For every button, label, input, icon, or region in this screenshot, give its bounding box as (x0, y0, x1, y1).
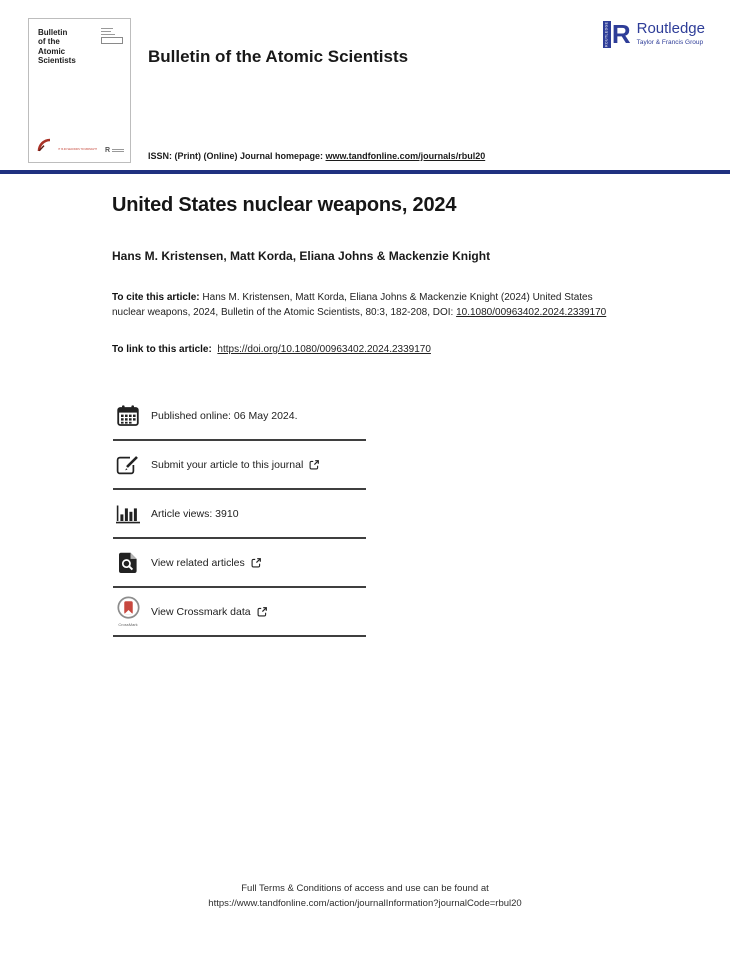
cite-body: Hans M. Kristensen, Matt Korda, Eliana Johns & Mackenzie Knight (2024) United States nuclear weapons, 2024, Bulletin of the Atomic Scientists, 80:3, 182-208, DOI: (112, 292, 593, 318)
cite-paragraph (112, 290, 617, 320)
link-paragraph (112, 344, 431, 355)
related-articles-icon (113, 552, 143, 574)
terms-line: Full Terms & Conditions of access and use can be found at (241, 883, 489, 894)
submit-article-link[interactable]: Submit your article to this journal (151, 459, 319, 471)
published-online-label: Published online: 06 May 2024. (151, 409, 298, 422)
doomsday-clock-icon (36, 137, 56, 153)
crossmark-row (113, 588, 366, 637)
terms-url[interactable]: https://www.tandfonline.com/action/journalInformation?journalCode=rbul20 (208, 897, 522, 909)
calendar-icon (113, 405, 143, 426)
header-divider-rule (0, 170, 730, 174)
article-views-label: Article views: 3910 (151, 507, 239, 520)
issn-homepage-line: ISSN: (Print) (Online) Journal homepage: www.tandfonline.com/journals/rbul20 (148, 151, 486, 161)
routledge-vertical-text: ROUTLEDGE (603, 21, 611, 48)
published-online-row (113, 392, 366, 441)
external-link-icon[interactable] (257, 607, 267, 617)
journal-title: Bulletin of the Atomic Scientists (148, 47, 409, 66)
crossmark-icon[interactable] (113, 596, 143, 627)
crossmark-caption: CrossMark (118, 622, 138, 627)
journal-homepage-link[interactable]: www.tandfonline.com/journals/rbul20 (325, 151, 486, 161)
article-views-row (113, 490, 366, 539)
submit-article-row (113, 441, 366, 490)
external-link-icon[interactable] (309, 460, 319, 470)
bar-chart-icon (113, 504, 143, 524)
cite-doi-link[interactable]: 10.1080/00963402.2024.2339170 (456, 307, 607, 318)
related-articles-link[interactable]: View related articles (151, 557, 261, 569)
related-articles-row (113, 539, 366, 588)
cover-issue-infobox (101, 28, 123, 44)
article-actions-list (113, 392, 366, 637)
link-label: To link to this article: (112, 344, 212, 355)
article-authors: Hans M. Kristensen, Matt Korda, Eliana Johns & Mackenzie Knight (112, 249, 491, 263)
routledge-wordmark: Routledge (636, 20, 705, 37)
cover-publisher-mini-logo: R (105, 147, 124, 154)
doomsday-clock-logo (36, 137, 97, 153)
routledge-r-glyph: R (611, 19, 631, 49)
journal-cover-thumbnail (28, 18, 131, 163)
taylor-francis-tagline: Taylor & Francis Group (636, 38, 704, 46)
terms-footer (0, 882, 730, 911)
routledge-logo (603, 21, 705, 48)
cover-clock-tagline: IT IS 90 SECONDS TO MIDNIGHT (58, 147, 97, 151)
crossmark-link[interactable]: View Crossmark data (151, 606, 267, 618)
external-link-icon[interactable] (251, 558, 261, 568)
article-doi-link[interactable]: https://doi.org/10.1080/00963402.2024.2339170 (217, 344, 431, 355)
cite-label: To cite this article: (112, 292, 200, 303)
submit-article-icon (113, 455, 143, 475)
article-title: United States nuclear weapons, 2024 (112, 194, 457, 216)
cover-journal-title: Bulletin of the Atomic Scientists (38, 28, 76, 66)
